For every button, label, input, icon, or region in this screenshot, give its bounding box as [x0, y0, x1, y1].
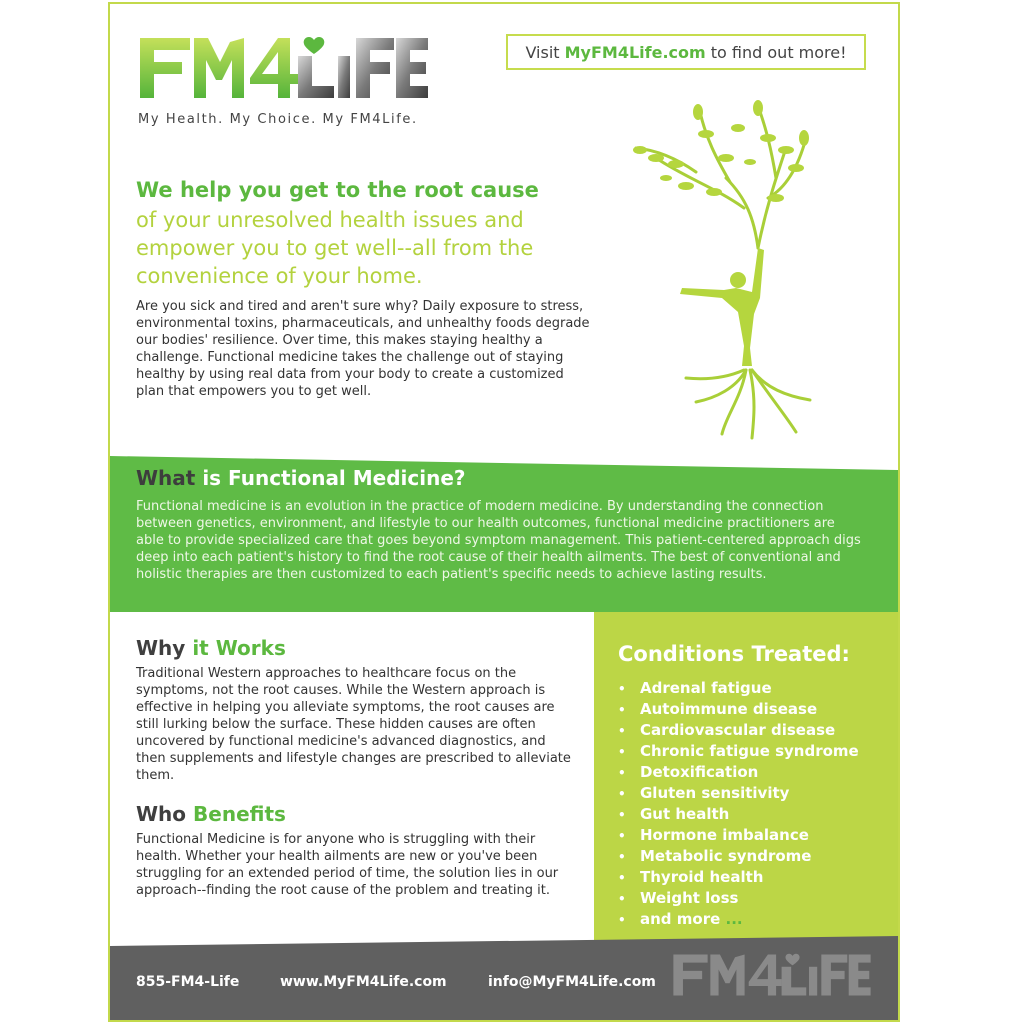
condition-label: Weight loss [640, 889, 739, 907]
bullet-icon: • [618, 913, 626, 927]
condition-item [618, 804, 859, 825]
functional-medicine-title [136, 466, 466, 490]
condition-label: Metabolic syndrome [640, 847, 812, 865]
ellipsis: ... [720, 910, 743, 928]
condition-item [618, 741, 859, 762]
condition-label: Thyroid health [640, 868, 764, 886]
intro-paragraph: Are you sick and tired and aren't sure why? Daily exposure to stress, environmental toxins, pharmaceuticals, and unhealthy foods degrade our bodies' resilience. Over time, this makes staying healthy a challenge. Functional medicine takes the challenge out of staying healthy by using real data from your body to create a customized plan that empowers you to get well. [136, 299, 590, 399]
why-it-works-title [136, 636, 286, 660]
condition-label: Adrenal fatigue [640, 679, 772, 697]
condition-item [618, 825, 859, 846]
condition-label: Detoxification [640, 763, 759, 781]
condition-label: Gut health [640, 805, 730, 823]
title-rest: is Functional Medicine? [195, 466, 466, 490]
conditions-panel [594, 612, 898, 944]
condition-item [618, 909, 859, 930]
bullet-icon: • [618, 850, 626, 864]
visit-link[interactable]: MyFM4Life.com [564, 42, 706, 62]
who-title-b: Benefits [193, 802, 286, 826]
condition-item [618, 888, 859, 909]
footer-logo [672, 948, 872, 1002]
tagline: My Health. My Choice. My FM4Life. [138, 112, 418, 127]
flyer-page [108, 2, 900, 1022]
conditions-list [618, 678, 859, 930]
visit-suffix: to find out more! [710, 42, 847, 62]
condition-item [618, 762, 859, 783]
bullet-icon: • [618, 808, 626, 822]
footer-email[interactable]: info@MyFM4Life.com [488, 974, 656, 990]
bullet-icon: • [618, 829, 626, 843]
fm4life-logo [138, 32, 430, 104]
conditions-title: Conditions Treated: [618, 642, 850, 666]
why-title-a: Why [136, 636, 193, 660]
headline-rest: of your unresolved health issues and empower you to get well--all from the convenience of your home. [136, 208, 534, 288]
why-it-works-body: Traditional Western approaches to healthcare focus on the symptoms, not the root causes. While the Western approach is effective in helping you alleviate symptoms, the root causes are still lurking below the surface. These hidden causes are often uncovered by functional medicine's advanced diagnostics, and then supplements and lifestyle changes are prescribed to alleviate them. [136, 666, 571, 783]
heart-icon [304, 37, 325, 54]
who-benefits-title [136, 802, 286, 826]
bullet-icon: • [618, 745, 626, 759]
visit-prefix: Visit [525, 42, 560, 62]
bullet-icon: • [618, 766, 626, 780]
condition-item [618, 867, 859, 888]
condition-label: and more [640, 910, 721, 928]
footer-website[interactable]: www.MyFM4Life.com [280, 974, 447, 990]
condition-item [618, 846, 859, 867]
bullet-icon: • [618, 892, 626, 906]
condition-label: Autoimmune disease [640, 700, 818, 718]
condition-label: Cardiovascular disease [640, 721, 836, 739]
bullet-icon: • [618, 724, 626, 738]
who-benefits-body: Functional Medicine is for anyone who is struggling with their health. Whether your health ailments are new or you've been struggling for an extended period of time, the solution lies in our approach--finding the root cause of the problem and treating it. [136, 832, 559, 898]
condition-item [618, 783, 859, 804]
bullet-icon: • [618, 787, 626, 801]
condition-item [618, 720, 859, 741]
why-title-b: it Works [192, 636, 286, 660]
visit-website-banner[interactable] [506, 34, 866, 70]
bullet-icon: • [618, 871, 626, 885]
condition-label: Hormone imbalance [640, 826, 809, 844]
bullet-icon: • [618, 703, 626, 717]
footer-phone[interactable]: 855-FM4-Life [136, 974, 240, 990]
condition-label: Gluten sensitivity [640, 784, 790, 802]
condition-label: Chronic fatigue syndrome [640, 742, 859, 760]
headline-bold: We help you get to the root cause [136, 178, 539, 202]
tree-yoga-illustration [626, 98, 816, 442]
bullet-icon: • [618, 682, 626, 696]
functional-medicine-body: Functional medicine is an evolution in the practice of modern medicine. By understanding the connection between genetics, environment, and lifestyle to our health outcomes, functional medicine practitioners are able to provide specialized care that goes beyond symptom management. This patient-centered approach digs deep into each patient's history to find the root cause of their health ailments. The best of conventional and holistic therapies are then customized to each patient's specific needs to achieve lasting results. [136, 499, 861, 582]
condition-item [618, 699, 859, 720]
title-what: What [136, 466, 196, 490]
who-title-a: Who [136, 802, 194, 826]
condition-item [618, 678, 859, 699]
